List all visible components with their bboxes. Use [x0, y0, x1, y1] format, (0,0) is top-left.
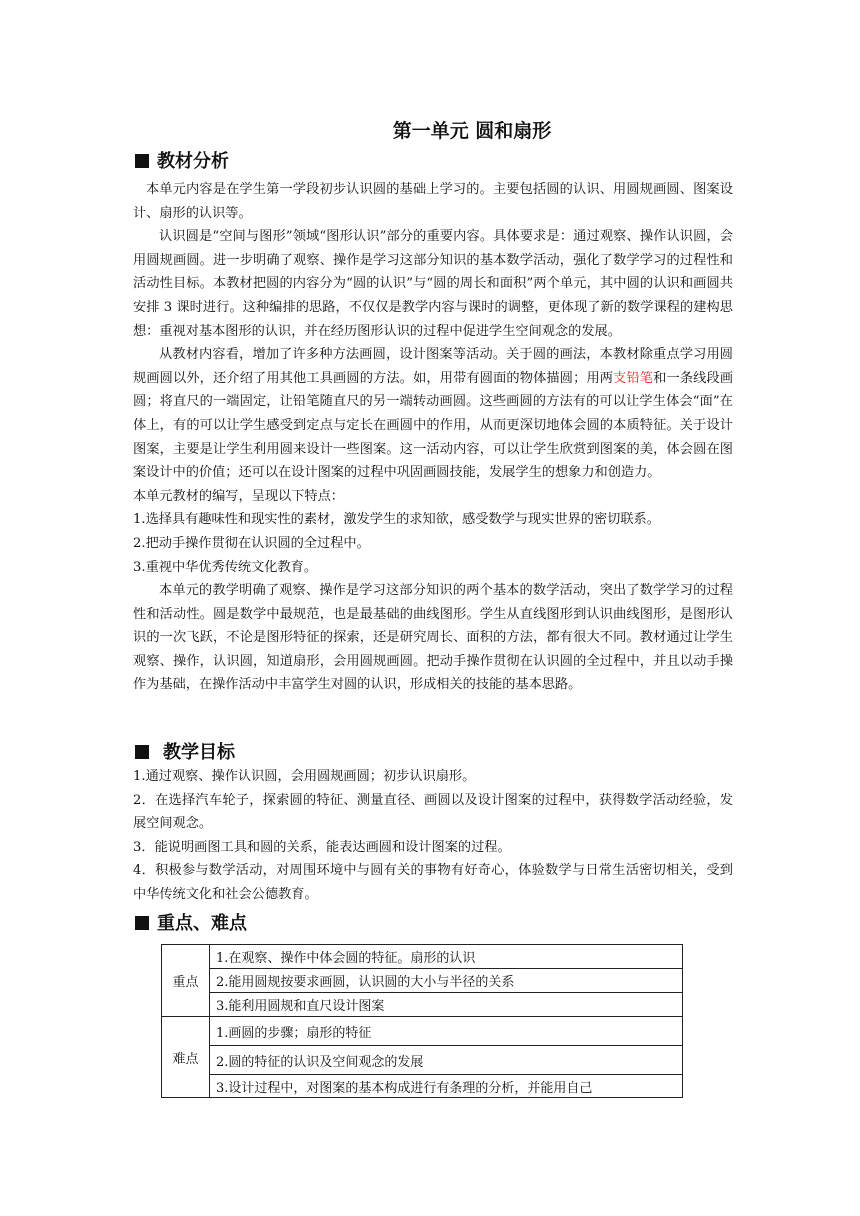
list-item: 1.选择具有趣味性和现实性的素材，激发学生的求知欲，感受数学与现实世界的密切联系。 [133, 512, 660, 528]
paragraph: 认识圆是“空间与图形”领域“图形认识”部分的重要内容。具体要求是：通过观察、操作认识圆，会用圆规画圆。进一步明确了观察、操作是学习这部分知识的基本数学活动，强化了数学学习的过程性和活动性目标。本教材把圆的内容分为“圆的认识”与“圆的周长和面积”两个单元，其中圆的认识和画圆共安排 3 课时进行。这种编排的思路，不仅仅是教学内容与课时的调整，更体现了新的数学课程的建构思想：重视对基本图形的认识，并在经历图形认识的过程中促进学生空间观念的发展。 [133, 229, 733, 339]
section-heading-text: 教学目标 [163, 742, 235, 763]
table-cell: 3.设计过程中，对图案的基本构成进行有条理的分析，并能用自己 [210, 1075, 683, 1098]
list-item: 3.重视中华优秀传统文化教育。 [133, 559, 318, 575]
paragraph-text: 从教材内容看，增加了许多种方法画圆，设计图案等活动。关于圆的画法，本教材除重点学习用圆规画圆以外，还介绍了用其他工具画圆的方法。如，用带有圆面的物体描圆；用两 [133, 347, 733, 386]
list-item: 2．在选择汽车轮子，探索圆的特征、测量直径、画圆以及设计图案的过程中，获得数学活动经验，发展空间观念。 [133, 792, 733, 832]
table-row [162, 1017, 683, 1046]
paragraph: 本单元教材的编写，呈现以下特点： [133, 488, 344, 504]
paragraph [133, 343, 733, 485]
paragraph-text: 和一条线段画圆；将直尺的一端固定，让铅笔随直尺的另一端转动画圆。这些画圆的方法有的可以让学生体会“面”在体上，有的可以让学生感受到定点与定长在画圆中的作用，从而更深切地体会圆的本质特征。关于设计图案，主要是让学生利用圆来设计一些图案。这一活动内容，可以让学生欣赏到图案的美，体会圆在图案设计中的价值；还可以在设计图案的过程中巩固画圆技能，发展学生的想象力和创造力。 [133, 370, 734, 481]
section-heading-text: 教材分析 [157, 151, 229, 172]
table-row [162, 1046, 683, 1075]
table-row [162, 969, 683, 993]
table-cell: 1.在观察、操作中体会圆的特征。扇形的认识 [210, 945, 683, 969]
list-item: 3．能说明画图工具和圆的关系，能表达画圆和设计图案的过程。 [133, 839, 511, 855]
section-heading-analysis [135, 151, 229, 173]
highlighted-text: 支铅笔 [613, 370, 654, 386]
square-bullet-icon [135, 745, 149, 759]
key-points-label: 重点 [162, 945, 210, 1017]
section-heading-objectives [135, 742, 235, 764]
paragraph: 本单元的教学明确了观察、操作是学习这部分知识的两个基本的数学活动，突出了数学学习的过程性和活动性。圆是数学中最规范，也是最基础的曲线图形。学生从直线图形到认识曲线图形，是图形认识的一次飞跃，不论是图形特征的探索，还是研究周长、面积的方法，都有很大不同。教材通过让学生观察、操作，认识圆，知道扇形，会用圆规画圆。把动手操作贯彻在认识圆的全过程中，并且以动手操作为基础，在操作活动中丰富学生对圆的认识，形成相关的技能的基本思路。 [133, 583, 733, 693]
square-bullet-icon [135, 916, 149, 930]
list-item: 2.把动手操作贯彻在认识圆的全过程中。 [133, 535, 370, 551]
paragraph: 本单元内容是在学生第一学段初步认识圆的基础上学习的。主要包括圆的认识、用圆规画圆、图案设计、扇形的认识等。 [133, 182, 733, 221]
table-row [162, 993, 683, 1017]
list-item: 4．积极参与数学活动，对周围环境中与圆有关的事物有好奇心，体验数学与日常生活密切相关，受到中华传统文化和社会公德教育。 [133, 863, 733, 902]
table-cell: 2.圆的特征的认识及空间观念的发展 [210, 1046, 683, 1075]
square-bullet-icon [135, 154, 149, 168]
key-difficulty-table [161, 944, 683, 1098]
difficulty-label: 难点 [162, 1017, 210, 1098]
table-cell: 3.能利用圆规和直尺设计图案 [210, 993, 683, 1017]
section-heading-key-points [135, 913, 247, 935]
analysis-body [133, 178, 733, 697]
table-cell: 1.画圆的步骤；扇形的特征 [210, 1017, 683, 1046]
table-row [162, 945, 683, 969]
objectives-body [133, 765, 733, 907]
table-row [162, 1075, 683, 1098]
list-item: 1.通过观察、操作认识圆，会用圆规画圆；初步认识扇形。 [133, 769, 476, 784]
section-heading-text: 重点、难点 [157, 913, 247, 934]
page-title: 第一单元 圆和扇形 [392, 120, 552, 142]
table-cell: 2.能用圆规按要求画圆，认识圆的大小与半径的关系 [210, 969, 683, 993]
